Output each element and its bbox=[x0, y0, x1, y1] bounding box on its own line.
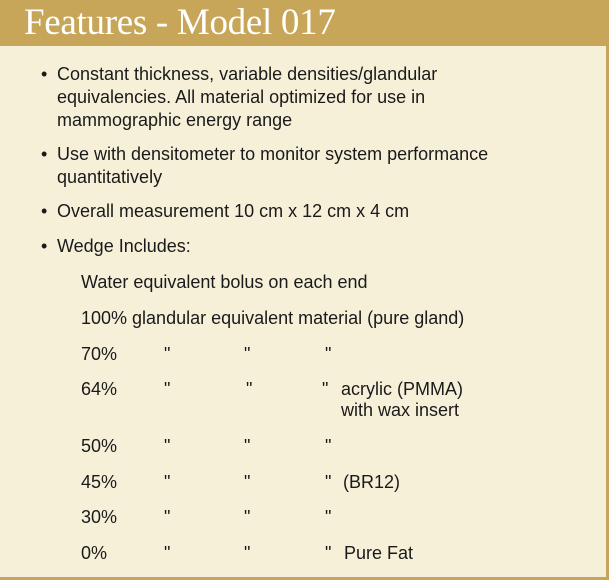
wedge-row-note-line2: with wax insert bbox=[341, 400, 460, 420]
page-title: Features - Model 017 bbox=[24, 2, 336, 43]
bullet-line: Constant thickness, variable densities/glandular bbox=[57, 64, 438, 84]
ditto-mark: " bbox=[244, 436, 251, 456]
bullet-icon: • bbox=[41, 64, 48, 84]
bullet-icon: • bbox=[41, 144, 48, 164]
ditto-mark: " bbox=[164, 507, 171, 527]
bullet-line: mammographic energy range bbox=[57, 110, 293, 130]
wedge-row-percent: 45% bbox=[81, 472, 118, 492]
header-bar bbox=[0, 0, 606, 46]
ditto-mark: " bbox=[325, 436, 332, 456]
ditto-mark: " bbox=[164, 472, 171, 492]
ditto-mark: " bbox=[244, 344, 251, 364]
ditto-mark: " bbox=[164, 379, 171, 399]
ditto-mark: " bbox=[244, 543, 251, 563]
bullet-icon: • bbox=[41, 236, 48, 256]
ditto-mark: " bbox=[325, 472, 332, 492]
wedge-row-note: (BR12) bbox=[343, 472, 401, 492]
ditto-mark: " bbox=[164, 436, 171, 456]
bullet-line: Use with densitometer to monitor system performance bbox=[57, 144, 489, 164]
bullet-line: Overall measurement 10 cm x 12 cm x 4 cm bbox=[57, 201, 410, 221]
bullet-item-measurement bbox=[57, 200, 577, 223]
ditto-mark: " bbox=[246, 379, 253, 399]
bullet-item-wedge bbox=[57, 235, 577, 258]
bullet-item-densitometer bbox=[57, 143, 577, 189]
bullet-item-thickness bbox=[57, 63, 577, 132]
ditto-mark: " bbox=[325, 507, 332, 527]
wedge-bolus-text: Water equivalent bolus on each end bbox=[81, 272, 368, 292]
ditto-mark: " bbox=[164, 344, 171, 364]
ditto-mark: " bbox=[322, 379, 329, 399]
wedge-full-gland-text: 100% glandular equivalent material (pure gland) bbox=[81, 308, 465, 328]
ditto-mark: " bbox=[325, 543, 332, 563]
wedge-row-note: acrylic (PMMA) bbox=[341, 379, 463, 399]
bullet-icon: • bbox=[41, 201, 48, 221]
bullet-line: quantitatively bbox=[57, 167, 163, 187]
ditto-mark: " bbox=[325, 344, 332, 364]
wedge-row-percent: 50% bbox=[81, 436, 118, 456]
bullet-line: equivalencies. All material optimized for use in bbox=[57, 87, 426, 107]
ditto-mark: " bbox=[244, 507, 251, 527]
wedge-row-percent: 64% bbox=[81, 379, 118, 399]
bullet-line: Wedge Includes: bbox=[57, 236, 191, 256]
wedge-row-percent: 30% bbox=[81, 507, 118, 527]
ditto-mark: " bbox=[164, 543, 171, 563]
wedge-row-note: Pure Fat bbox=[344, 543, 414, 563]
wedge-row-percent: 0% bbox=[81, 543, 108, 563]
wedge-row-percent: 70% bbox=[81, 344, 118, 364]
ditto-mark: " bbox=[244, 472, 251, 492]
